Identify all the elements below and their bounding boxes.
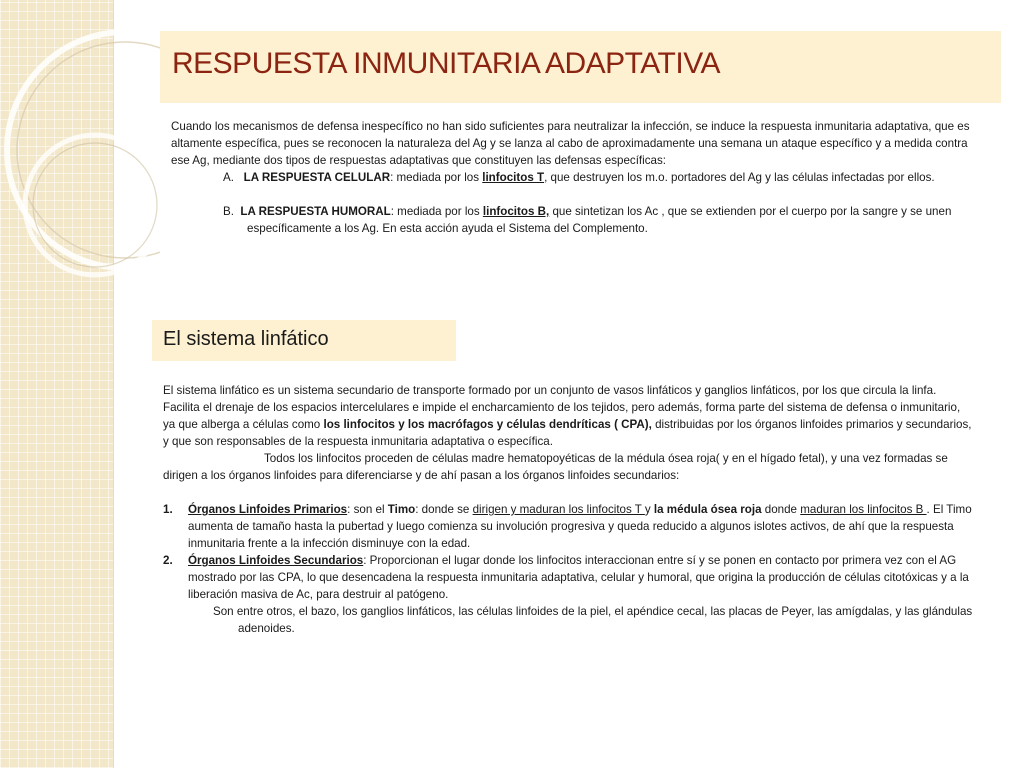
list-number: 1. [163,503,173,516]
decorative-rings [0,0,160,768]
paragraph-text: distribuidas por los órganos linfoides primarios y secundarios, y que son responsables de la respuesta inmunitaria adaptativa o específica. [163,418,972,448]
item-text: . El Timo aumenta de tamaño hasta la pubertad y luego comienza su involución progresiva y queda reducido a algunos islotes activos, de ahí que la respuesta inmunitaria frente a la infección disminuye con la edad. [188,503,972,550]
t-maturation-term: dirigen y maduran los linfocitos T [472,503,645,516]
item-text: : Proporcionan el lugar donde los linfocitos interaccionan entre sí y se ponen en contacto por primera vez con el AG mostrado por las CPA, lo que desencadena la respuesta inmunitaria adaptativa, celular y humoral, que origina la producción de células citotóxicas y a la liberación masiva de Ac, para destruir al patógeno. [188,554,969,601]
section-banner [152,320,456,361]
item-text: y [644,503,654,516]
bone-marrow-term: la médula ósea roja [653,503,762,516]
list-item-secondary-organs [163,552,973,603]
b-lymphocytes-term: linfocitos B, [482,205,550,218]
t-lymphocytes-term: linfocitos T [482,171,545,184]
item-text: : mediada por los [390,205,483,218]
lymphatic-paragraph-1 [163,382,973,484]
list-marker: A. [223,171,234,184]
title-banner [160,31,1001,103]
cellular-heading: LA RESPUESTA CELULAR [243,171,391,184]
section-title: El sistema linfático [163,328,329,350]
list-item-humoral [171,203,987,237]
thymus-term: Timo [387,503,416,516]
intro-paragraph: Cuando los mecanismos de defensa inespecífico no han sido suficientes para neutralizar la infección, se induce la respuesta inmunitaria adaptativa, que es altamente específica, pues se reconocen la naturaleza del Ag y se lanza al cabo de aproximadamente una semana un ataque específico y a medida contra ese Ag, mediante dos tipos de respuestas adaptativas que constituyen las defensas específicas: [171,120,970,167]
item-text: : mediada por los [390,171,483,184]
item-text: : son el [347,503,388,516]
item-text: donde [761,503,801,516]
b-maturation-term: maduran los linfocitos B [800,503,927,516]
secondary-organs-examples: Son entre otros, el bazo, los ganglios linfáticos, las células linfoides de la piel, el apéndice cecal, las placas de Peyer, las amígdalas, y las glándulas adenoides. [213,605,973,635]
item-text: que sintetizan los Ac , que se extienden por el cuerpo por la sangre y se unen específicamente a los Ag. En esta acción ayuda el Sistema del Complemento. [247,205,952,235]
paragraph-text: El sistema linfático es un sistema secundario de transporte formado por un conjunto de vasos linfáticos y ganglios linfáticos, por los que circula la linfa. Facilita el drenaje de los espacios intercelulares e impide el encharcamiento de los tejidos, pero además, forma parte del sistema de defensa o inmunitario, ya que alberga a células como [163,384,961,431]
item-text: , que destruyen los m.o. portadores del Ag y las células infectadas por ellos. [544,171,935,184]
list-item-cellular [171,169,987,186]
decorative-side-strip [0,0,114,768]
lymphatic-paragraph-2: Todos los linfocitos proceden de células madre hematopoyéticas de la médula ósea roja( y en el hígado fetal), y una vez formadas se dirigen a los órganos linfoides para diferenciarse y de ahí pasan a los órganos linfoides secundarios: [163,452,948,482]
secondary-organs-heading: Órganos Linfoides Secundarios [188,554,364,567]
item-text: : donde se [415,503,473,516]
list-marker: B. [223,205,234,218]
organs-list [163,501,973,637]
humoral-heading: LA RESPUESTA HUMORAL [240,205,391,218]
lymphatic-section [163,382,973,637]
page-title: RESPUESTA INMUNITARIA ADAPTATIVA [172,47,720,80]
primary-organs-heading: Órganos Linfoides Primarios [188,503,348,516]
list-number: 2. [163,554,173,567]
intro-section [171,118,987,237]
list-item-primary-organs [163,501,973,552]
immune-cells-term: los linfocitos y los macrófagos y células dendríticas ( CPA), [323,418,652,431]
